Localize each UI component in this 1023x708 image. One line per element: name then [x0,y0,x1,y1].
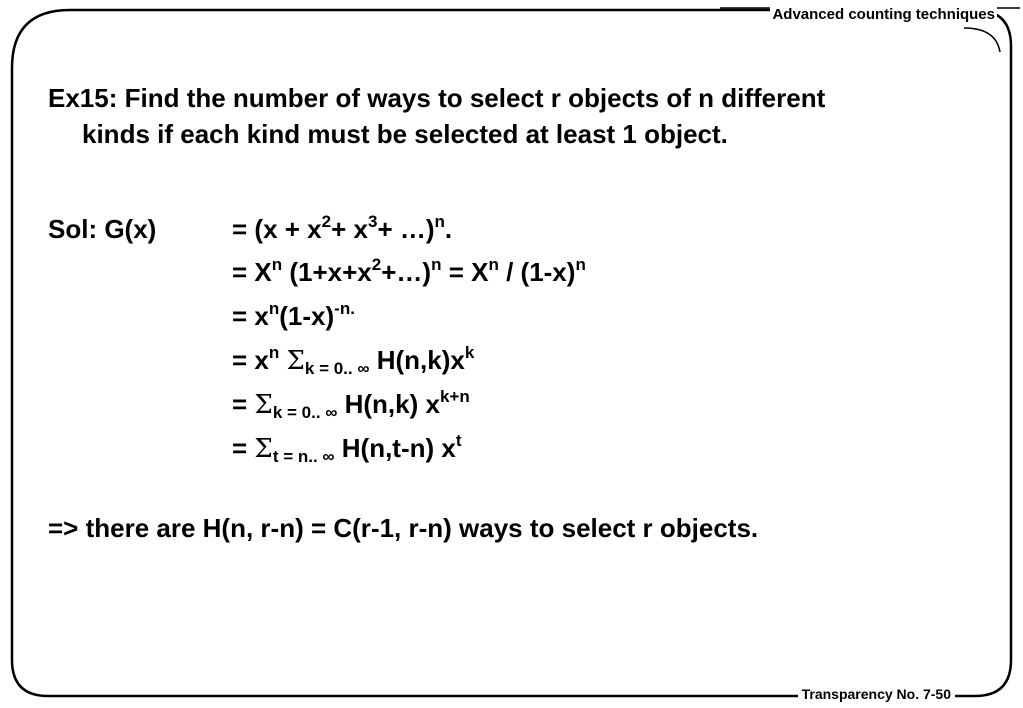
conclusion: => there are H(n, r-n) = C(r-1, r-n) ways to select r objects. [48,513,759,543]
equation-2: = $X^n$ $(1+x+x^2+\dots)^n = X^n / (1-x)^n$ [232,255,586,287]
equation-6: = $\Sigma_{t = n.. \infty}$ H(n,t-n) $x^t$ [232,431,462,466]
equation-1: = ($x + x^2+ x^3+$ …)$^n$. [232,212,453,244]
footer-label: Transparency No. 7-50 [798,686,955,702]
problem-line-1: Ex15: Find the number of ways to select r objects of n different [48,83,826,113]
sigma-symbol: Σ [254,434,273,464]
equation-3: = $x^n(1-x)^{-n.}$ [232,299,355,331]
sigma-symbol: Σ [286,346,305,376]
equation-5: = $\Sigma_{k = 0.. \infty}$ H(n,k) $x^{k+n}$ [232,387,470,422]
sigma-symbol: Σ [254,390,273,420]
equation-4: = $x^n$ $\Sigma_{k = 0.. \infty}$ $H(n,k)x^k$ [232,343,475,378]
solution-label: Sol: G(x) [48,214,157,244]
problem-line-2: kinds if each kind must be selected at least 1 object. [82,119,728,149]
header-title: Advanced counting techniques [772,6,995,23]
